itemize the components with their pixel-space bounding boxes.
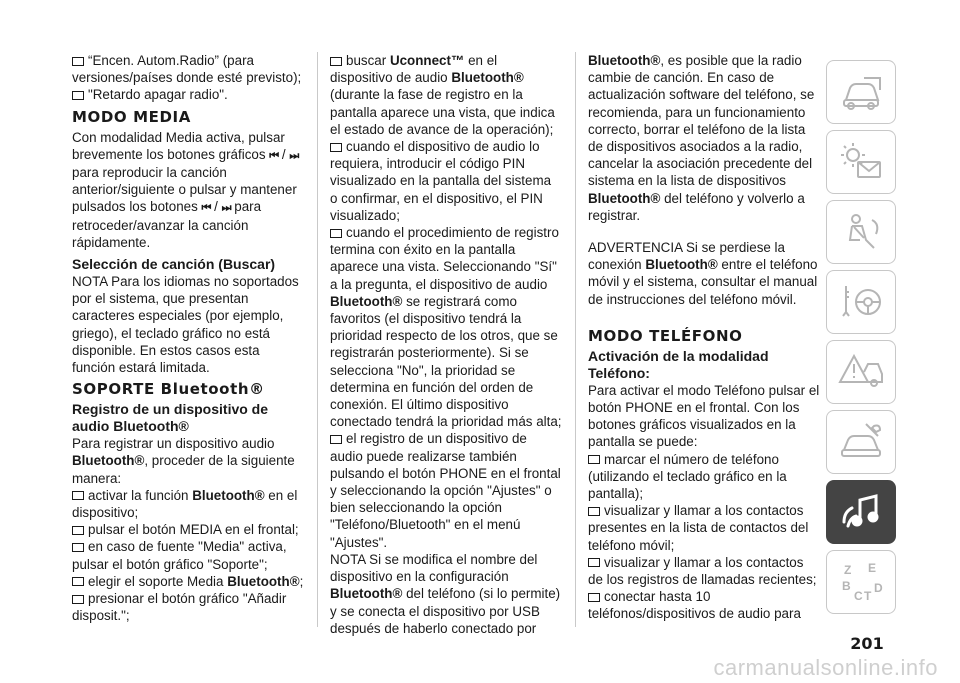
seatbelt-airbag-icon: [838, 210, 884, 254]
heading-soporte-bluetooth: SOPORTE Bluetooth®: [72, 380, 265, 399]
bullet-item: "Retardo apagar radio".: [72, 86, 304, 103]
previous-track-icon: ⏮: [201, 201, 211, 215]
warning-triangle-car-icon: [838, 350, 884, 394]
svg-text:D: D: [874, 581, 883, 595]
next-track-icon: ⏭: [221, 201, 231, 215]
bullet-item: conectar hasta 10 teléfonos/dispositivos de audio para: [588, 589, 801, 622]
checkbox-bullet-icon: [72, 595, 84, 604]
checkbox-bullet-icon: [72, 526, 84, 535]
checkbox-bullet-icon: [72, 491, 84, 500]
checkbox-bullet-icon: [72, 57, 84, 66]
heading-activacion-telefono: Activación de la modalidad Teléfono:: [588, 347, 769, 381]
column-2: [330, 52, 562, 637]
bullet-item: el registro de un dispositivo de audio puede realizarse también pulsando el botón PHONE en el frontal y seleccionando la opción "Ajustes" o bien seleccionando la opción "Teléfono/Bluetooth" en el menú "Ajustes".: [330, 431, 561, 550]
svg-text:T: T: [864, 589, 872, 603]
tab-seatbelt-airbag[interactable]: [826, 200, 896, 264]
bullet-item: cuando el procedimiento de registro termina con éxito en la pantalla aparece una vista. Seleccionando "Sí" a la pregunta, el dispositivo de audio Bluetooth® se registrará como favoritos (el dispositivo tendrá la prioridad respecto de los otros, que se registrarán posteriormente). Si se selecciona "No", la prioridad se determina en función del orden de conexión. El último dispositivo conectado tendrá la prioridad más alta;: [330, 225, 562, 430]
multimedia-music-icon: [838, 490, 884, 534]
checkbox-bullet-icon: [588, 558, 600, 567]
svg-text:B: B: [842, 579, 851, 593]
chapter-tabs: [826, 60, 896, 612]
paragraph-nota: NOTA Si se modifica el nombre del dispositivo en la configuración Bluetooth® del teléfono (si lo permite) y se conecta el dispositivo por USB después de haberlo conectado por: [330, 551, 561, 636]
sun-envelope-icon: [838, 140, 884, 184]
checkbox-bullet-icon: [588, 507, 600, 516]
paragraph-nota: NOTA Para los idiomas no soportados por el sistema, que presentan caracteres especiales (por ejemplo, griego), el teclado gráfico no está disponible. En estos casos esta función estará limitada.: [72, 274, 299, 376]
bullet-item: en caso de fuente "Media" activa, pulsar el botón gráfico "Soporte";: [72, 539, 287, 572]
heading-modo-telefono: MODO TELÉFONO: [588, 326, 743, 345]
bullet-item: pulsar el botón MEDIA en el frontal;: [72, 521, 304, 538]
bullet-item: “Encen. Autom.Radio” (para versiones/países donde esté previsto);: [72, 53, 302, 86]
previous-track-icon: ⏮: [269, 148, 279, 162]
alphabet-index-icon: [838, 560, 884, 604]
bullet-item: visualizar y llamar a los contactos presentes en la lista de contactos del teléfono móvil;: [588, 503, 809, 553]
tab-car-dashboard[interactable]: [826, 60, 896, 124]
bullet-item: buscar Uconnect™ en el dispositivo de audio Bluetooth® (durante la fase de registro en la pantalla aparece una vista, que indica el estado de avance de la operación);: [330, 53, 555, 137]
heading-registro-dispositivo: Registro de un dispositivo de audio Bluetooth®: [72, 401, 269, 435]
paragraph-activar: Para activar el modo Teléfono pulsar el botón PHONE en el frontal. Con los botones gráficos visualizados en la pantalla se puede:: [588, 382, 820, 450]
bullet-item: elegir el soporte Media Bluetooth®;: [72, 573, 304, 590]
checkbox-bullet-icon: [330, 229, 342, 238]
tab-sun-envelope[interactable]: [826, 130, 896, 194]
bullet-item: presionar el botón gráfico "Añadir disposit.";: [72, 591, 287, 624]
checkbox-bullet-icon: [588, 455, 600, 464]
svg-text:C: C: [854, 589, 863, 603]
svg-text:E: E: [868, 561, 877, 575]
tab-alphabet-index[interactable]: [826, 550, 896, 614]
tab-wrench-car[interactable]: [826, 410, 896, 474]
column-divider: [317, 52, 318, 627]
paragraph-registro: Para registrar un dispositivo audio Bluetooth®, proceder de la siguiente manera:: [72, 436, 295, 486]
wrench-car-icon: [838, 420, 884, 464]
page-number: 201: [850, 634, 884, 653]
heading-modo-media: MODO MEDIA: [72, 107, 191, 126]
paragraph-media: Con modalidad Media activa, pulsar brevemente los botones gráficos ⏮ / ⏭ para reproducir la canción anterior/siguiente o pulsar y mantener pulsados los botones ⏮ / ⏭ para retroceder/avanzar la canción rápidamente.: [72, 129, 299, 250]
checkbox-bullet-icon: [330, 143, 342, 152]
car-dashboard-icon: [838, 70, 884, 114]
checkbox-bullet-icon: [330, 435, 342, 444]
checkbox-bullet-icon: [72, 91, 84, 100]
checkbox-bullet-icon: [72, 577, 84, 586]
watermark: carmanualsonline.info: [713, 655, 938, 680]
bullet-item: visualizar y llamar a los contactos de los registros de llamadas recientes;: [588, 554, 817, 588]
svg-text:Z: Z: [844, 563, 852, 577]
paragraph-advertencia: ADVERTENCIA Si se perdiese la conexión Bluetooth® entre el teléfono móvil y el sistema, consultar el manual de instrucciones del teléfono móvil.: [588, 240, 818, 307]
tab-multimedia[interactable]: [826, 480, 896, 544]
checkbox-bullet-icon: [330, 57, 342, 66]
key-steering-wheel-icon: [838, 280, 884, 324]
paragraph-continuation: Bluetooth®, es posible que la radio cambie de canción. En caso de actualización software del teléfono, se recomienda, para un funcionamiento correcto, borrar el teléfono de la lista de dispositivos asociados a la radio, cancelar la asociación precedente del sistema en la lista de dispositivos Bluetooth® del teléfono y volverlo a registrar.: [588, 53, 815, 223]
bullet-item: marcar el número de teléfono (utilizando el teclado gráfico en la pantalla);: [588, 451, 787, 502]
next-track-icon: ⏭: [289, 148, 299, 162]
heading-seleccion-cancion: Selección de canción (Buscar): [72, 256, 276, 273]
column-3: [588, 52, 820, 623]
bullet-item: cuando el dispositivo de audio lo requiera, introducir el código PIN visualizado en la pantalla del sistema o confirmar, en el dispositivo, el PIN visualizado;: [330, 139, 552, 223]
tab-warning-car[interactable]: [826, 340, 896, 404]
checkbox-bullet-icon: [588, 593, 600, 602]
bullet-item: activar la función Bluetooth® en el dispositivo;: [72, 487, 298, 521]
column-1: [72, 52, 304, 624]
tab-key-steering-wheel[interactable]: [826, 270, 896, 334]
column-divider: [575, 52, 576, 627]
checkbox-bullet-icon: [72, 543, 84, 552]
